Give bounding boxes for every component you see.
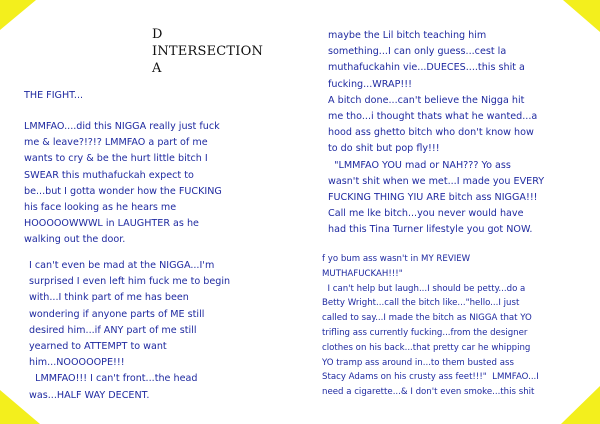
corner-triangle-bottom-right [561, 386, 600, 424]
left-heading: THE FIGHT... [24, 90, 84, 101]
right-paragraph-2: f yo bum ass wasn't in MY REVIEW MUTHAFUCKAH!!!" I can't help but laugh...I should be petty...do a Betty Wright...call the bitch like..."hello...I just called to say...I made the bitch as NIGGA that YO trifling ass currently fucking...from the designer clothes on his back...that pretty car he whipping YO tramp ass around in...to them busted ass Stacy Adams on his crusty ass feet!!!" LMMFAO...I need a cigarette...& I don't even smoke...this shit [322, 254, 539, 398]
left-paragraph-2: I can't even be mad at the NIGGA...I'm surprised I even left him fuck me to begin with...I think part of me has been wondering if anyone parts of ME still desired him...if ANY part of me still yearned to ATTEMPT to want him...NOOOOOPE!!! LMMFAO!!! I can't front...the head was...HALF WAY DECENT. [29, 260, 231, 401]
page-title [152, 26, 263, 77]
left-paragraph-1: LMMFAO....did this NIGGA really just fuck me & leave?!?!? LMMFAO a part of me wants to cry & be the hurt little bitch I SWEAR this muthafuckah expect to be...but I gotta wonder how the FUCKING his face looking as he hears me HOOOOOWWWL in LAUGHTER as he walking out the door. [24, 121, 222, 246]
right-paragraph-1: maybe the Lil bitch teaching him something...I can only guess...cest la muthafuckahin vie...DUECES....this shit a fucking...WRAP!!! A bitch done...can't believe the Nigga hit me tho...i thought thats what he wanted...a hood ass ghetto bitch who don't know how to do shit but pop fly!!! "LMMFAO YOU mad or NAH??? Yo ass wasn't shit when we met...I made you EVERY FUCKING THING YIU ARE bitch ass NIGGA!!! Call me lke bitch...you never would have had this Tina Turner lifestyle you got NOW. [328, 30, 545, 236]
title-line-3: A [152, 61, 162, 76]
corner-triangle-top-left [0, 0, 36, 30]
title-line-2: INTERSECTION [152, 44, 264, 59]
corner-triangle-top-right [563, 0, 600, 32]
title-line-1: D [152, 27, 163, 42]
